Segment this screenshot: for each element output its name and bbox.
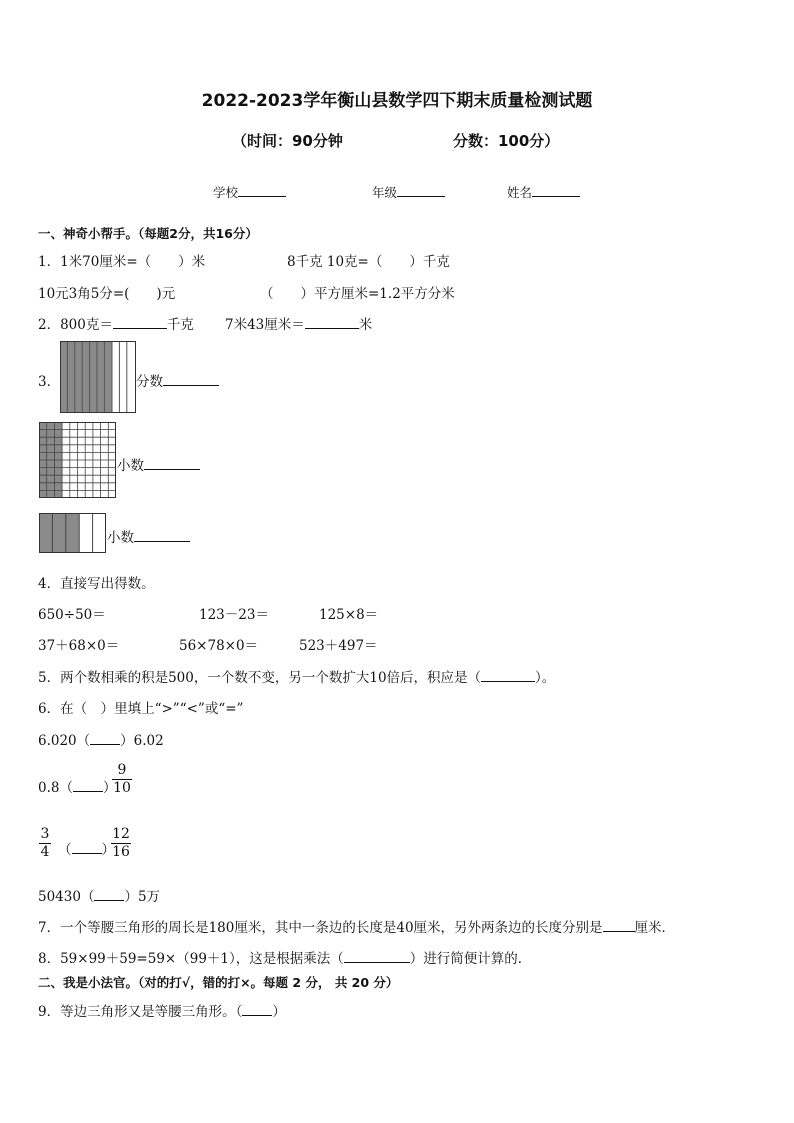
compare-right: ）5万 xyxy=(124,889,161,905)
calc-item: 125×8＝ xyxy=(319,607,379,623)
question-1c: 10元3角5分=( )元 xyxy=(38,286,176,302)
name-field[interactable] xyxy=(507,183,580,201)
figure-strips-five xyxy=(39,513,106,553)
question-8 xyxy=(38,947,531,967)
school-blank[interactable] xyxy=(238,184,286,197)
question-9-end: ） xyxy=(272,1004,286,1020)
calc-item: 523＋497＝ xyxy=(299,638,378,654)
compare-left: 0.8（ xyxy=(38,780,73,796)
answer-blank[interactable] xyxy=(73,779,103,792)
question-9-text: 9．等边三角形又是等腰三角形。（ xyxy=(38,1004,243,1020)
answer-blank[interactable] xyxy=(481,669,535,682)
exam-score: 分数：100分） xyxy=(453,132,560,150)
question-6-heading: 6．在（ ）里填上“>”“<”或“=” xyxy=(38,701,244,717)
fraction-twelve-sixteenths xyxy=(111,826,131,861)
page-title: 2022-2023学年衡山县数学四下期末质量检测试题 xyxy=(201,91,593,111)
question-8-text: 8．59×99＋59=59×（99＋1），这是根据乘法（ xyxy=(38,951,344,967)
question-5 xyxy=(38,666,555,686)
compare-left: 50430（ xyxy=(38,889,95,905)
answer-blank[interactable] xyxy=(72,841,102,854)
grade-field[interactable] xyxy=(372,183,445,201)
question-8-end: ）进行简便计算的． xyxy=(409,951,532,967)
grade-label: 年级 xyxy=(372,185,398,200)
numerator: 9 xyxy=(117,762,127,778)
decimal-answer-2 xyxy=(107,526,190,546)
decimal-label: 小数 xyxy=(107,530,134,546)
calc-item: 37＋68×0＝ xyxy=(38,638,120,654)
answer-blank[interactable] xyxy=(344,950,410,963)
question-5-end: ）。 xyxy=(535,670,556,686)
answer-blank[interactable] xyxy=(603,919,635,932)
compare-right: ） xyxy=(102,780,117,796)
answer-blank[interactable] xyxy=(94,888,124,901)
compare-6a xyxy=(38,729,164,749)
section-two-heading: 二、我是小法官。（对的打√，错的打×。每题 2 分， 共 20 分） xyxy=(38,975,399,990)
compare-6c xyxy=(58,838,115,858)
school-field[interactable] xyxy=(213,183,286,201)
question-2a-unit: 千克 xyxy=(166,317,194,333)
question-2b-text: 7米43厘米＝ xyxy=(225,317,305,333)
fraction-three-quarters xyxy=(39,826,51,861)
compare-6b xyxy=(38,776,116,796)
fraction-answer xyxy=(136,370,219,390)
question-1b: 8千克 10克=（ ）千克 xyxy=(287,254,450,270)
question-1a: 1．1米70厘米=（ ）米 xyxy=(38,254,206,270)
question-9 xyxy=(38,1000,286,1020)
compare-right: ） xyxy=(101,842,115,858)
decimal-answer-1 xyxy=(117,454,200,474)
name-blank[interactable] xyxy=(532,184,580,197)
answer-blank[interactable] xyxy=(113,316,167,329)
answer-blank[interactable] xyxy=(134,529,190,542)
calc-item: 123－23＝ xyxy=(199,607,269,623)
question-2a xyxy=(38,313,194,333)
compare-left: 6.020（ xyxy=(38,733,91,749)
compare-left: （ xyxy=(58,842,72,858)
denominator: 4 xyxy=(40,844,50,860)
compare-6d xyxy=(38,885,160,905)
calc-item: 650÷50＝ xyxy=(38,607,106,623)
answer-blank[interactable] xyxy=(163,373,219,386)
question-2a-text: 2．800克＝ xyxy=(38,317,113,333)
question-5-text: 5．两个数相乘的积是500，一个数不变，另一个数扩大10倍后，积应是（ xyxy=(38,670,482,686)
answer-blank[interactable] xyxy=(90,732,120,745)
answer-blank[interactable] xyxy=(144,457,200,470)
question-3-number: 3． xyxy=(38,374,61,390)
numerator: 12 xyxy=(112,826,130,842)
question-2b xyxy=(225,313,372,333)
question-1d: （ ）平方厘米=1.2平方分米 xyxy=(260,286,455,302)
figure-strips-ten xyxy=(60,341,136,413)
question-7-text: 7．一个等腰三角形的周长是180厘米，其中一条边的长度是40厘米，另外两条边的长度分别是 xyxy=(38,920,603,936)
fraction-label: 分数 xyxy=(136,374,163,390)
name-label: 姓名 xyxy=(507,185,533,200)
answer-blank[interactable] xyxy=(305,316,359,329)
compare-right: ）6.02 xyxy=(120,733,164,749)
decimal-label: 小数 xyxy=(117,458,144,474)
exam-time: （时间：90分钟 xyxy=(232,132,343,150)
grade-blank[interactable] xyxy=(397,184,445,197)
fraction-nine-tenths xyxy=(112,762,132,797)
section-one-heading: 一、神奇小帮手。（每题2分，共16分） xyxy=(38,226,258,241)
denominator: 10 xyxy=(113,780,131,796)
school-label: 学校 xyxy=(213,185,239,200)
question-7 xyxy=(38,916,675,936)
numerator: 3 xyxy=(40,826,50,842)
question-2b-unit: 米 xyxy=(358,317,373,333)
figure-hundred-grid xyxy=(39,422,116,498)
calc-item: 56×78×0＝ xyxy=(179,638,259,654)
answer-blank[interactable] xyxy=(242,1003,272,1016)
question-7-end: 厘米． xyxy=(634,920,676,936)
denominator: 16 xyxy=(112,844,130,860)
question-4-heading: 4．直接写出得数。 xyxy=(38,576,155,592)
